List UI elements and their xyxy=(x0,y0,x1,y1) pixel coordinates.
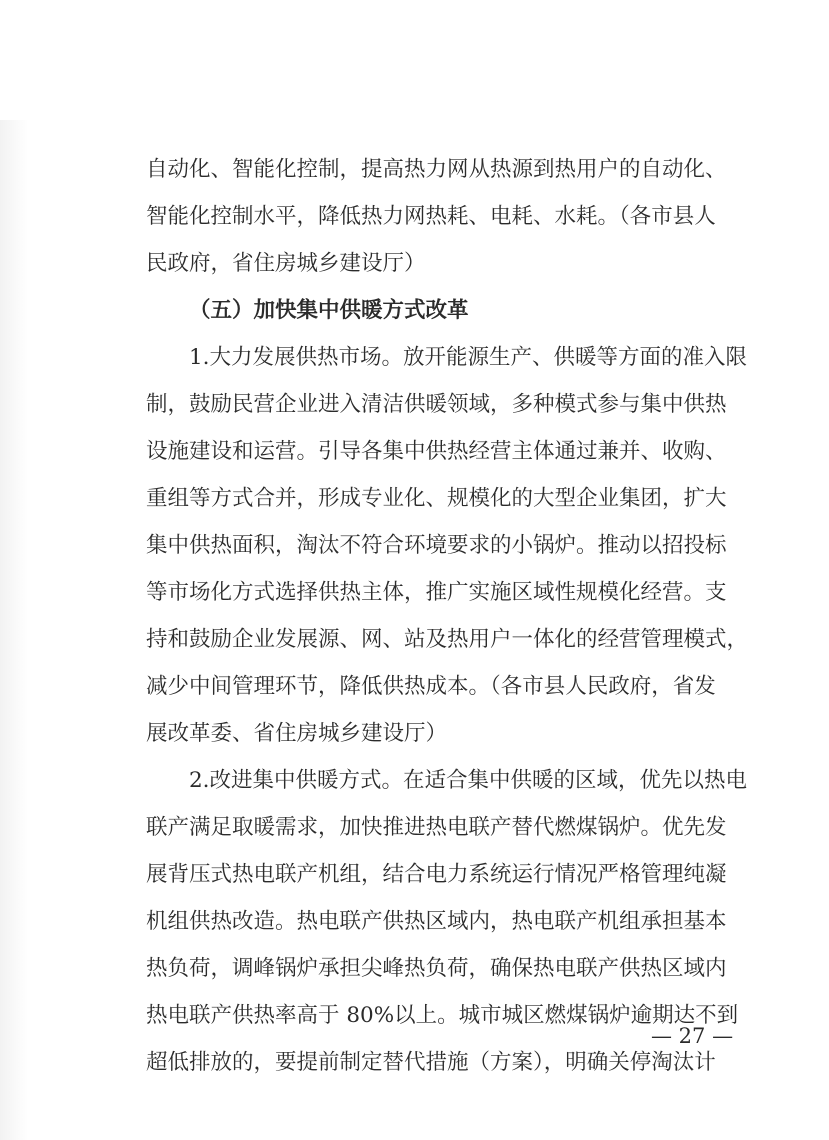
text-line: 智能化控制水平，降低热力网热耗、电耗、水耗。（各市县人 xyxy=(146,204,716,229)
text-line: 机组供热改造。热电联产供热区域内，热电联产机组承担基本 xyxy=(146,909,727,934)
paragraph-start-line: 1.大力发展供热市场。放开能源生产、供暖等方面的准入限 xyxy=(189,345,748,370)
text-line: 持和鼓励企业发展源、网、站及热用户一体化的经营管理模式， xyxy=(146,627,749,652)
text-line: 展改革委、省住房城乡建设厅） xyxy=(146,721,448,746)
text-line: 展背压式热电联产机组，结合电力系统运行情况严格管理纯凝 xyxy=(146,862,727,887)
paragraph-start-line: 2.改进集中供暖方式。在适合集中供暖的区域，优先以热电 xyxy=(189,768,748,793)
text-line: 自动化、智能化控制，提高热力网从热源到热用户的自动化、 xyxy=(146,157,727,182)
text-line: 等市场化方式选择供热主体，推广实施区域性规模化经营。支 xyxy=(146,580,727,605)
page-edge-shadow xyxy=(0,120,28,1140)
text-line: 超低排放的，要提前制定替代措施（方案），明确关停淘汰计 xyxy=(146,1050,716,1075)
section-heading: （五）加快集中供暖方式改革 xyxy=(189,298,469,323)
text-line: 热负荷，调峰锅炉承担尖峰热负荷，确保热电联产供热区域内 xyxy=(146,956,727,981)
text-line: 联产满足取暖需求，加快推进热电联产替代燃煤锅炉。优先发 xyxy=(146,815,727,840)
text-line: 设施建设和运营。引导各集中供热经营主体通过兼并、收购、 xyxy=(146,439,727,464)
text-line: 热电联产供热率高于 80%以上。城市城区燃煤锅炉逾期达不到 xyxy=(146,1003,739,1028)
text-line: 重组等方式合并，形成专业化、规模化的大型企业集团，扩大 xyxy=(146,486,727,511)
page-number: — 27 — xyxy=(651,1024,734,1048)
text-line: 民政府，省住房城乡建设厅） xyxy=(146,251,426,276)
text-line: 集中供热面积，淘汰不符合环境要求的小锅炉。推动以招投标 xyxy=(146,533,727,558)
text-line: 制，鼓励民营企业进入清洁供暖领域，多种模式参与集中供热 xyxy=(146,392,727,417)
text-line: 减少中间管理环节，降低供热成本。（各市县人民政府，省发 xyxy=(146,674,716,699)
